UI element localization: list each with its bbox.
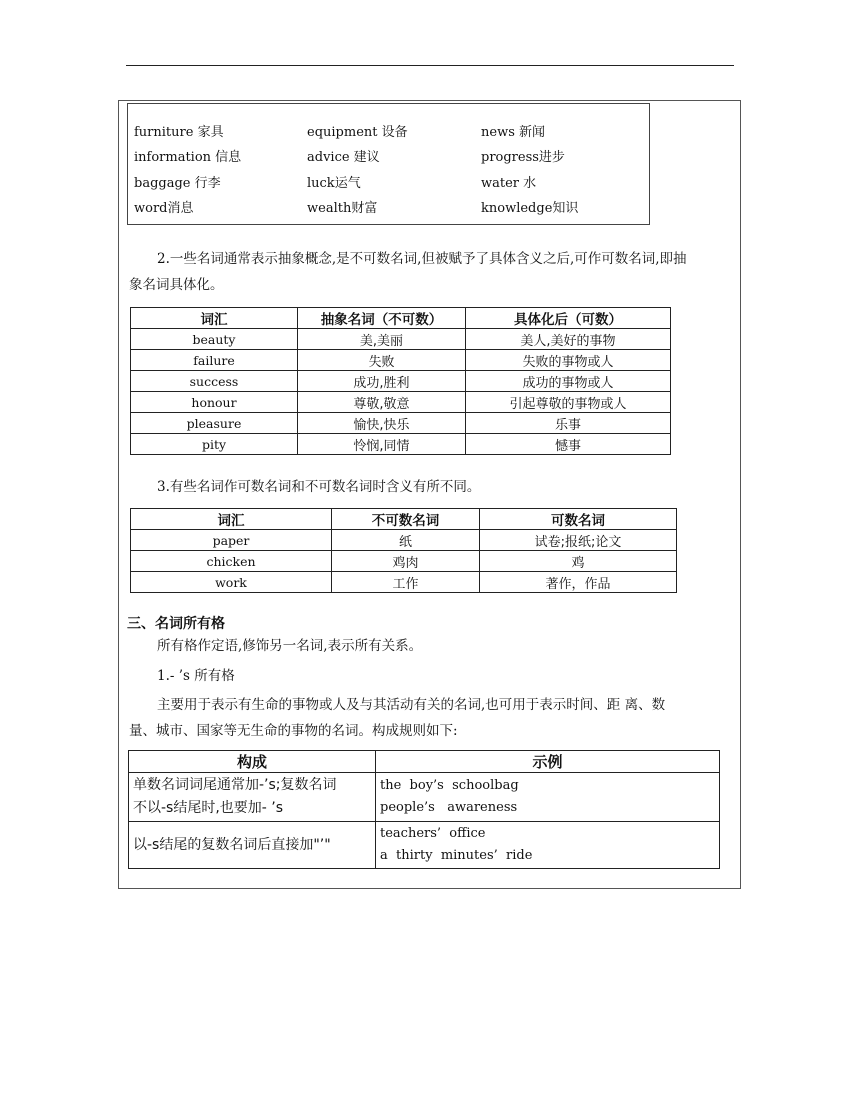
concrete-meaning-cell: 美人,美好的事物	[466, 329, 671, 350]
column-header: 词汇	[131, 509, 332, 530]
section-heading: 三、名词所有格	[127, 616, 225, 632]
column-header: 示例	[376, 751, 720, 773]
header-rule	[126, 65, 734, 66]
example-cell	[376, 773, 720, 822]
countable-meaning-cell: 鸡	[480, 551, 677, 572]
rule-cell	[129, 822, 376, 869]
countable-meaning-cell: 试卷;报纸;论文	[480, 530, 677, 551]
table-header-row	[129, 751, 720, 773]
table-row	[131, 392, 671, 413]
word-cell: work	[131, 572, 332, 593]
table-row	[131, 434, 671, 455]
concrete-meaning-cell: 成功的事物或人	[466, 371, 671, 392]
column-header: 可数名词	[480, 509, 677, 530]
vocab-item: advice 建议	[307, 150, 380, 165]
column-header: 不可数名词	[332, 509, 480, 530]
countable-meaning-cell: 著作，作品	[480, 572, 677, 593]
abstract-meaning-cell: 失败	[298, 350, 466, 371]
word-cell: pleasure	[131, 413, 298, 434]
concrete-meaning-cell: 引起尊敬的事物或人	[466, 392, 671, 413]
uncountable-meaning-cell: 鸡肉	[332, 551, 480, 572]
abstract-meaning-cell: 怜悯,同情	[298, 434, 466, 455]
vocab-item: word消息	[134, 201, 194, 216]
point-2-line-2: 象名词具体化。	[129, 277, 224, 293]
column-header: 词汇	[131, 308, 298, 329]
example-line: a thirty minutes’ ride	[380, 848, 533, 863]
table-row	[131, 329, 671, 350]
column-header: 具体化后（可数）	[466, 308, 671, 329]
table-header-row	[131, 509, 677, 530]
description-line-1: 主要用于表示有生命的事物或人及与其活动有关的名词,也可用于表示时间、距 离、数	[157, 697, 666, 713]
vocab-item: furniture 家具	[134, 125, 224, 140]
abstract-noun-table	[130, 307, 671, 455]
rule-cell	[129, 773, 376, 822]
rule-line: 不以-s结尾时,也要加- ’s	[133, 800, 284, 816]
vocab-item: progress进步	[481, 150, 565, 165]
concrete-meaning-cell: 乐事	[466, 413, 671, 434]
abstract-meaning-cell: 愉快,快乐	[298, 413, 466, 434]
vocab-item: knowledge知识	[481, 201, 579, 216]
table-row	[131, 350, 671, 371]
abstract-meaning-cell: 美,美丽	[298, 329, 466, 350]
uncountable-meaning-cell: 纸	[332, 530, 480, 551]
table-row	[129, 773, 720, 822]
table-header-row	[131, 308, 671, 329]
word-cell: beauty	[131, 329, 298, 350]
vocab-item: water 水	[481, 176, 537, 191]
abstract-meaning-cell: 成功,胜利	[298, 371, 466, 392]
section-intro: 所有格作定语,修饰另一名词,表示所有关系。	[157, 638, 423, 654]
point-2-line-1: 2.一些名词通常表示抽象概念,是不可数名词,但被赋予了具体含义之后,可作可数名词,即抽	[157, 251, 687, 267]
column-header: 构成	[129, 751, 376, 773]
example-line: the boy’s schoolbag	[380, 778, 519, 793]
word-cell: honour	[131, 392, 298, 413]
subsection-heading: 1.- ’s 所有格	[157, 668, 235, 684]
concrete-meaning-cell: 憾事	[466, 434, 671, 455]
vocab-item: information 信息	[134, 150, 242, 165]
example-line: teachers’ office	[380, 826, 486, 841]
point-3: 3.有些名词作可数名词和不可数名词时含义有所不同。	[157, 479, 481, 495]
vocab-item: equipment 设备	[307, 125, 408, 140]
vocab-item: wealth财富	[307, 201, 378, 216]
vocab-item: news 新闻	[481, 125, 545, 140]
table-row	[131, 551, 677, 572]
column-header: 抽象名词（不可数）	[298, 308, 466, 329]
abstract-meaning-cell: 尊敬,敬意	[298, 392, 466, 413]
example-cell	[376, 822, 720, 869]
word-cell: chicken	[131, 551, 332, 572]
concrete-meaning-cell: 失败的事物或人	[466, 350, 671, 371]
description-line-2: 量、城市、国家等无生命的事物的名词。构成规则如下:	[129, 723, 458, 739]
possessive-rules-table	[128, 750, 720, 869]
table-row	[131, 530, 677, 551]
table-row	[131, 572, 677, 593]
rule-line: 以-s结尾的复数名词后直接加"’"	[133, 836, 331, 853]
example-line: people’s awareness	[380, 800, 518, 815]
word-cell: success	[131, 371, 298, 392]
vocab-item: baggage 行李	[134, 176, 221, 191]
vocab-item: luck运气	[307, 176, 361, 191]
table-row	[129, 822, 720, 869]
meaning-difference-table	[130, 508, 677, 593]
word-cell: pity	[131, 434, 298, 455]
uncountable-meaning-cell: 工作	[332, 572, 480, 593]
word-cell: paper	[131, 530, 332, 551]
table-row	[131, 413, 671, 434]
table-row	[131, 371, 671, 392]
rule-line: 单数名词词尾通常加-’s;复数名词	[133, 777, 337, 793]
word-cell: failure	[131, 350, 298, 371]
